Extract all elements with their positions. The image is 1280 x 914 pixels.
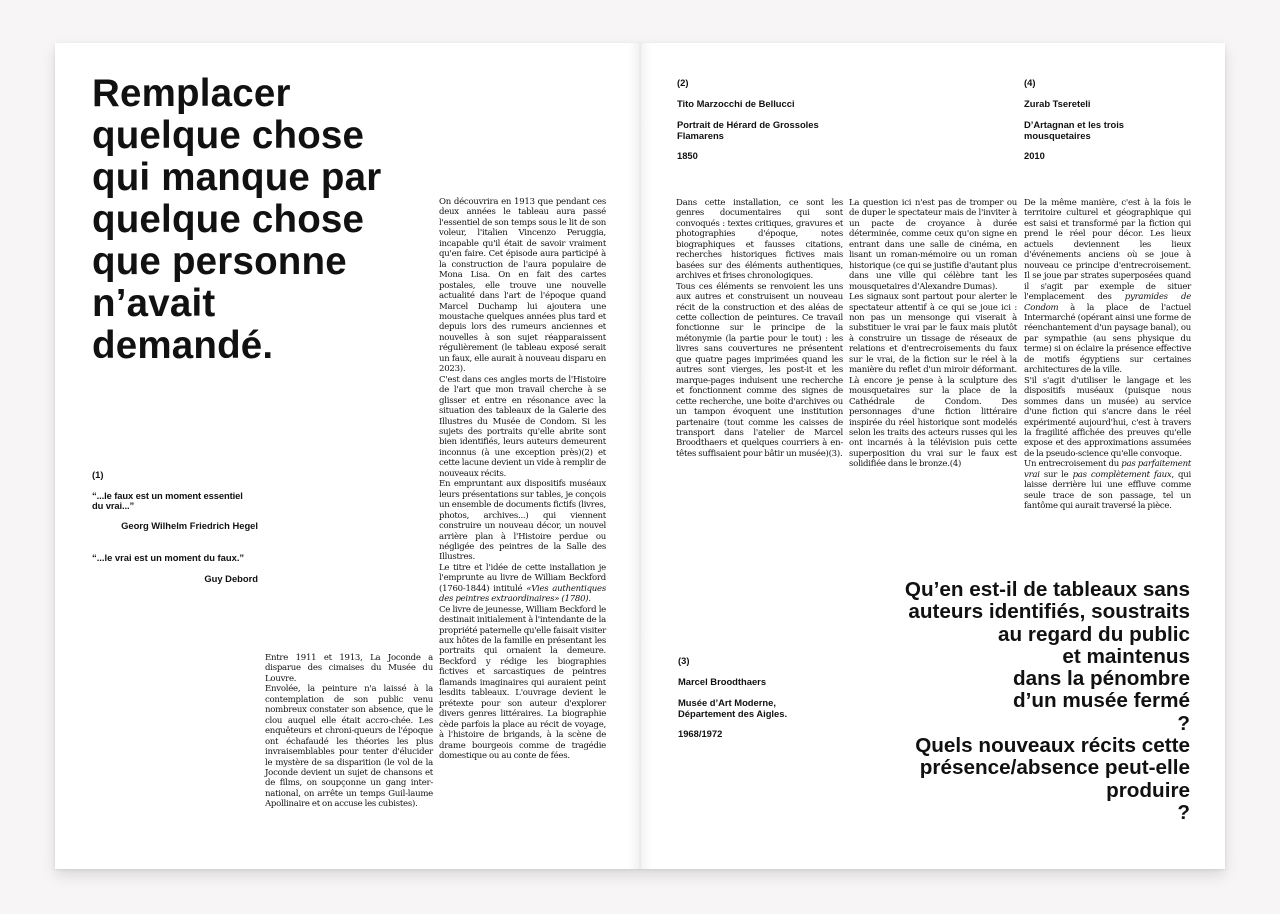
paragraph-text: De la même manière, c'est à la fois le territoire culturel et géographique qui est saisi et transformé par la fiction qui prend le réel pour décor. Les lieux actuels deviennent les lieux d'événements anciens où se joue à nouveau ce principe d'entrecroisement. Il se joue par strates superposées quand il s'agit par exemple de situer l'emplacement des (1024, 198, 1191, 303)
quote-line: du vrai...” (92, 500, 135, 511)
artwork-year: 1850 (677, 150, 698, 161)
question-line: présence/absence peut-elle (919, 756, 1190, 780)
text-column-2 (439, 197, 606, 761)
question-line: dans la pénombre (1012, 667, 1190, 691)
artwork-title-line: Portrait de Hérard de Grossoles (677, 119, 819, 130)
paragraph: Tous ces éléments se renvoient les uns aux autres et construisent un nouveau récit de la construction et des aléas de cette collection de peintures. Ce travail fonctionne sur le principe de la métonymie (la partie pour le tout) : les livres sans couvertures ne présentent que quatre pages imprimées quand les autres sont vierges, les post-it et les marque-pages induisent une recherche et fonctionnent comme des signes de cette recherche, une boite d'archives ou un tampon évoquent une institution partenaire (tout comme les caisses de transport dans l'atelier de Marcel Broodthaers et quelques courriers à en-têtes suffisaient pour bâtir un musée)(3). (676, 281, 843, 459)
footnote-1 (92, 470, 258, 584)
headline-line: quelque chose (92, 198, 365, 241)
paragraph: En empruntant aux dispositifs muséaux leurs présentations sur tables, je conçois un ensemble de documents fictifs (livres, photos, archives...) qui viennent construire un nouveau décor, un nouvel arrière plan à l'Histoire perdue ou négligée des peintres de la Salle des Illustres. (439, 479, 606, 563)
artwork-title-line: Musée d’Art Moderne, (678, 697, 776, 708)
artist-name: Tito Marzocchi de Bellucci (677, 97, 795, 109)
magazine-spread (55, 43, 1225, 869)
book-title: «Vies authentiques des peintres extraordinaires» (1780). (439, 583, 606, 605)
paragraph: C'est dans ces angles morts de l'Histoire de l'art que mon travail cherche à se glisser et entre en résonance avec la situation des tableaux de la Galerie des Illustres du Musée de Condom. Si les sujets des portraits qu'elle abrite sont bien identifiés, leurs auteurs demeurent inconnus (à une exception près)(2) et cette lacune devient un vide à remplir de nouveaux récits. (439, 374, 606, 479)
paragraph (439, 563, 606, 605)
paragraph: Les signaux sont partout pour alerter le spectateur attentif à ce qui se joue ici : non pas un mensonge qui viserait à substituer le vrai par le faux mais plutôt à construire un tissage de réseaux de relations et d'entrecroisements du faux sur le vrai, de la fiction sur le réel à la manière du reflet d'un miroir déformant. Là encore je pense à la sculpture des mousquetaires sur la place de la Cathédrale de Condom. Des personnages d'une fiction littéraire inspirée du réel historique sont modelés selon les traits des acteurs russes qui les ont incarnés à la télévision puis cette superposition du vrai sur le faux est solidifiée dans le bronze.(4) (849, 292, 1017, 470)
paragraph-text: Le titre et l'idée de cette installation je l'emprunte au livre de William Beckford (1760-1844) intitulé (439, 562, 606, 594)
headline (92, 73, 432, 367)
italic-phrase: pas complètement faux (1072, 469, 1172, 480)
headline-line: demandé. (92, 324, 274, 367)
book-spine-shadow (628, 43, 652, 869)
paragraph-text: sur le (1039, 469, 1073, 480)
paragraph (1024, 198, 1191, 376)
paragraph: Dans cette installation, ce sont les genres documentaires qui sont convoqués : textes critiques, gravures et photographies d'époque, notes biographiques et fausses citations, recherches historiques fictives mais basées sur des éléments authentiques, archives et frises chronologiques. (676, 198, 843, 282)
question-mark: ? (1177, 711, 1190, 735)
quote-debord: “...le vrai est un moment du faux.” (92, 552, 245, 563)
artwork-year: 1968/1972 (678, 728, 723, 739)
question-line: produire (1106, 778, 1190, 802)
question-line: Quels nouveaux récits cette (915, 734, 1190, 758)
italic-phrase: pas parfaitement vrai (1024, 459, 1192, 480)
footnote-2 (677, 78, 847, 172)
footnote-number: (3) (678, 655, 690, 666)
question-mark: ? (1177, 800, 1190, 824)
paragraph: Envolée, la peinture n'a laissé à la contemplation de son public venu nombreux constater son absence, que le clou auquel elle était accro-chée. Les enquêteurs et chroni-queurs de l'époque ont échafaudé les théories les plus invraisemblables pour tenter d'élucider le mystère de sa disparition (le vol de la Joconde devient un sujet de chansons et de films, on soupçonne un gang inter-national, on arrête un temps Guil-laume Apollinaire et on accuse les cubistes). (265, 684, 433, 810)
paragraph: La question ici n'est pas de tromper ou de duper le spectateur mais de l'inviter à un pacte de croyance à durée déterminée, comme ceux qu'on signe en entrant dans une salle de cinéma, en lisant un roman-mémoire ou un roman historique (ce qui se justifie d'autant plus dans une ville qui célèbre tant les mousquetaires d'Alexandre Dumas). (849, 198, 1017, 292)
text-column-3 (676, 198, 843, 459)
question-line: Qu’en est-il de tableaux sans (904, 578, 1190, 601)
italic-phrase: pyramides de Condom (1024, 292, 1191, 313)
artwork-title-line: Flamarens (677, 129, 724, 141)
footnote-4 (1024, 78, 1174, 172)
headline-line: qui manque par (92, 156, 382, 199)
footnote-number: (2) (677, 77, 689, 88)
headline-line: que personne (92, 240, 347, 283)
artist-name: Zurab Tsereteli (1024, 97, 1091, 109)
artwork-title-line: D’Artagnan et les trois (1024, 119, 1125, 130)
paragraph: Ce livre de jeunesse, William Beckford le destinait initialement à l'intendante de la propriété paternelle qu'elle faisait visiter aux hôtes de la famille en présentant les portraits qui ornaient la demeure. Beckford y rédige les biographies fictives et sarcastiques de peintres flamands imaginaires qui auraient peint lesdits tableaux. L'ouvrage devient le prétexte pour son auteur d'explorer divers genres littéraires. La biographie cède parfois la place au récit de voyage, à l'histoire de brigands, à la scène de drame bourgeois comme de tragédie domestique ou au conte de fées. (439, 604, 606, 762)
headline-line: Remplacer (92, 72, 291, 115)
artwork-title (677, 120, 847, 141)
headline-line: n’avait (92, 282, 216, 325)
author-debord: Guy Debord (204, 572, 258, 584)
artwork-year: 2010 (1024, 150, 1045, 161)
closing-question (820, 579, 1190, 824)
question-line: au regard du public (998, 622, 1190, 646)
author-hegel: Georg Wilhelm Friedrich Hegel (121, 519, 258, 531)
question-line: d’un musée fermé (1012, 689, 1190, 713)
paragraph-text: Un entrecroisement du (1024, 459, 1122, 470)
paragraph-text: à la place de l'actuel Intermarché (opérant ainsi une forme de réenchantement d'un paysage banal), ou par sympathie (au sens physique du terme) si on éclaire la présence effective de motifs égyptiens sur certaines architectures de la ville. (1024, 302, 1191, 376)
paragraph: S'il s'agit d'utiliser le langage et les dispositifs muséaux (puisque nous sommes dans un musée) au service d'une fiction qui s'ancre dans le réel expérimenté aujourd'hui, c'est à travers la fragilité affichée des preuves qu'elle expose et des approximations assumées de la pseudo-science qu'elle convoque. (1024, 375, 1191, 459)
paragraph: On découvrira en 1913 que pendant ces deux années le tableau aura passé l'essentiel de son temps sous le lit de son voleur, l'italien Vincenzo Peruggia, incapable qu'il était de savoir vraiment qu'en faire. Cet épisode aura participé à la construction de l'aura populaire de Mona Lisa. On en fait des cartes postales, elle trouve une nouvelle actualité dans l'art de l'époque quand Marcel Duchamp lui ajoutera une moustache quelques années plus tard et depuis lors des rumeurs anciennes et nouvelles à son sujet réapparaissent régulièrement (le tableau exposé serait un faux, elle aurait à nouveau disparu en 2023). (439, 197, 606, 375)
paragraph: Entre 1911 et 1913, La Joconde a disparue des cimaises du Musée du Louvre. (265, 653, 433, 684)
headline-line: quelque chose (92, 114, 365, 157)
artwork-title-line: Département des Aigles. (678, 707, 788, 719)
footnote-3 (678, 656, 838, 750)
artwork-title (678, 698, 838, 719)
question-line: et maintenus (1062, 644, 1190, 668)
paragraph-text: , qui laisse derrière lui une effluve comme seule trace de son passage, tel un fantôme qui aurait traversé la pièce. (1024, 469, 1191, 512)
artwork-title (1024, 120, 1174, 141)
quote-hegel (92, 491, 258, 512)
quote-line: “...le faux est un moment essentiel (92, 489, 243, 501)
artist-name: Marcel Broodthaers (678, 675, 767, 687)
footnote-number: (1) (92, 469, 104, 480)
question-line: auteurs identifiés, soustraits (908, 600, 1190, 624)
artwork-title-line: mousquetaires (1024, 129, 1091, 141)
text-column-1 (265, 653, 433, 810)
text-column-4 (849, 198, 1017, 470)
footnote-number: (4) (1024, 77, 1036, 88)
text-column-5 (1024, 198, 1191, 512)
paragraph (1024, 459, 1191, 511)
